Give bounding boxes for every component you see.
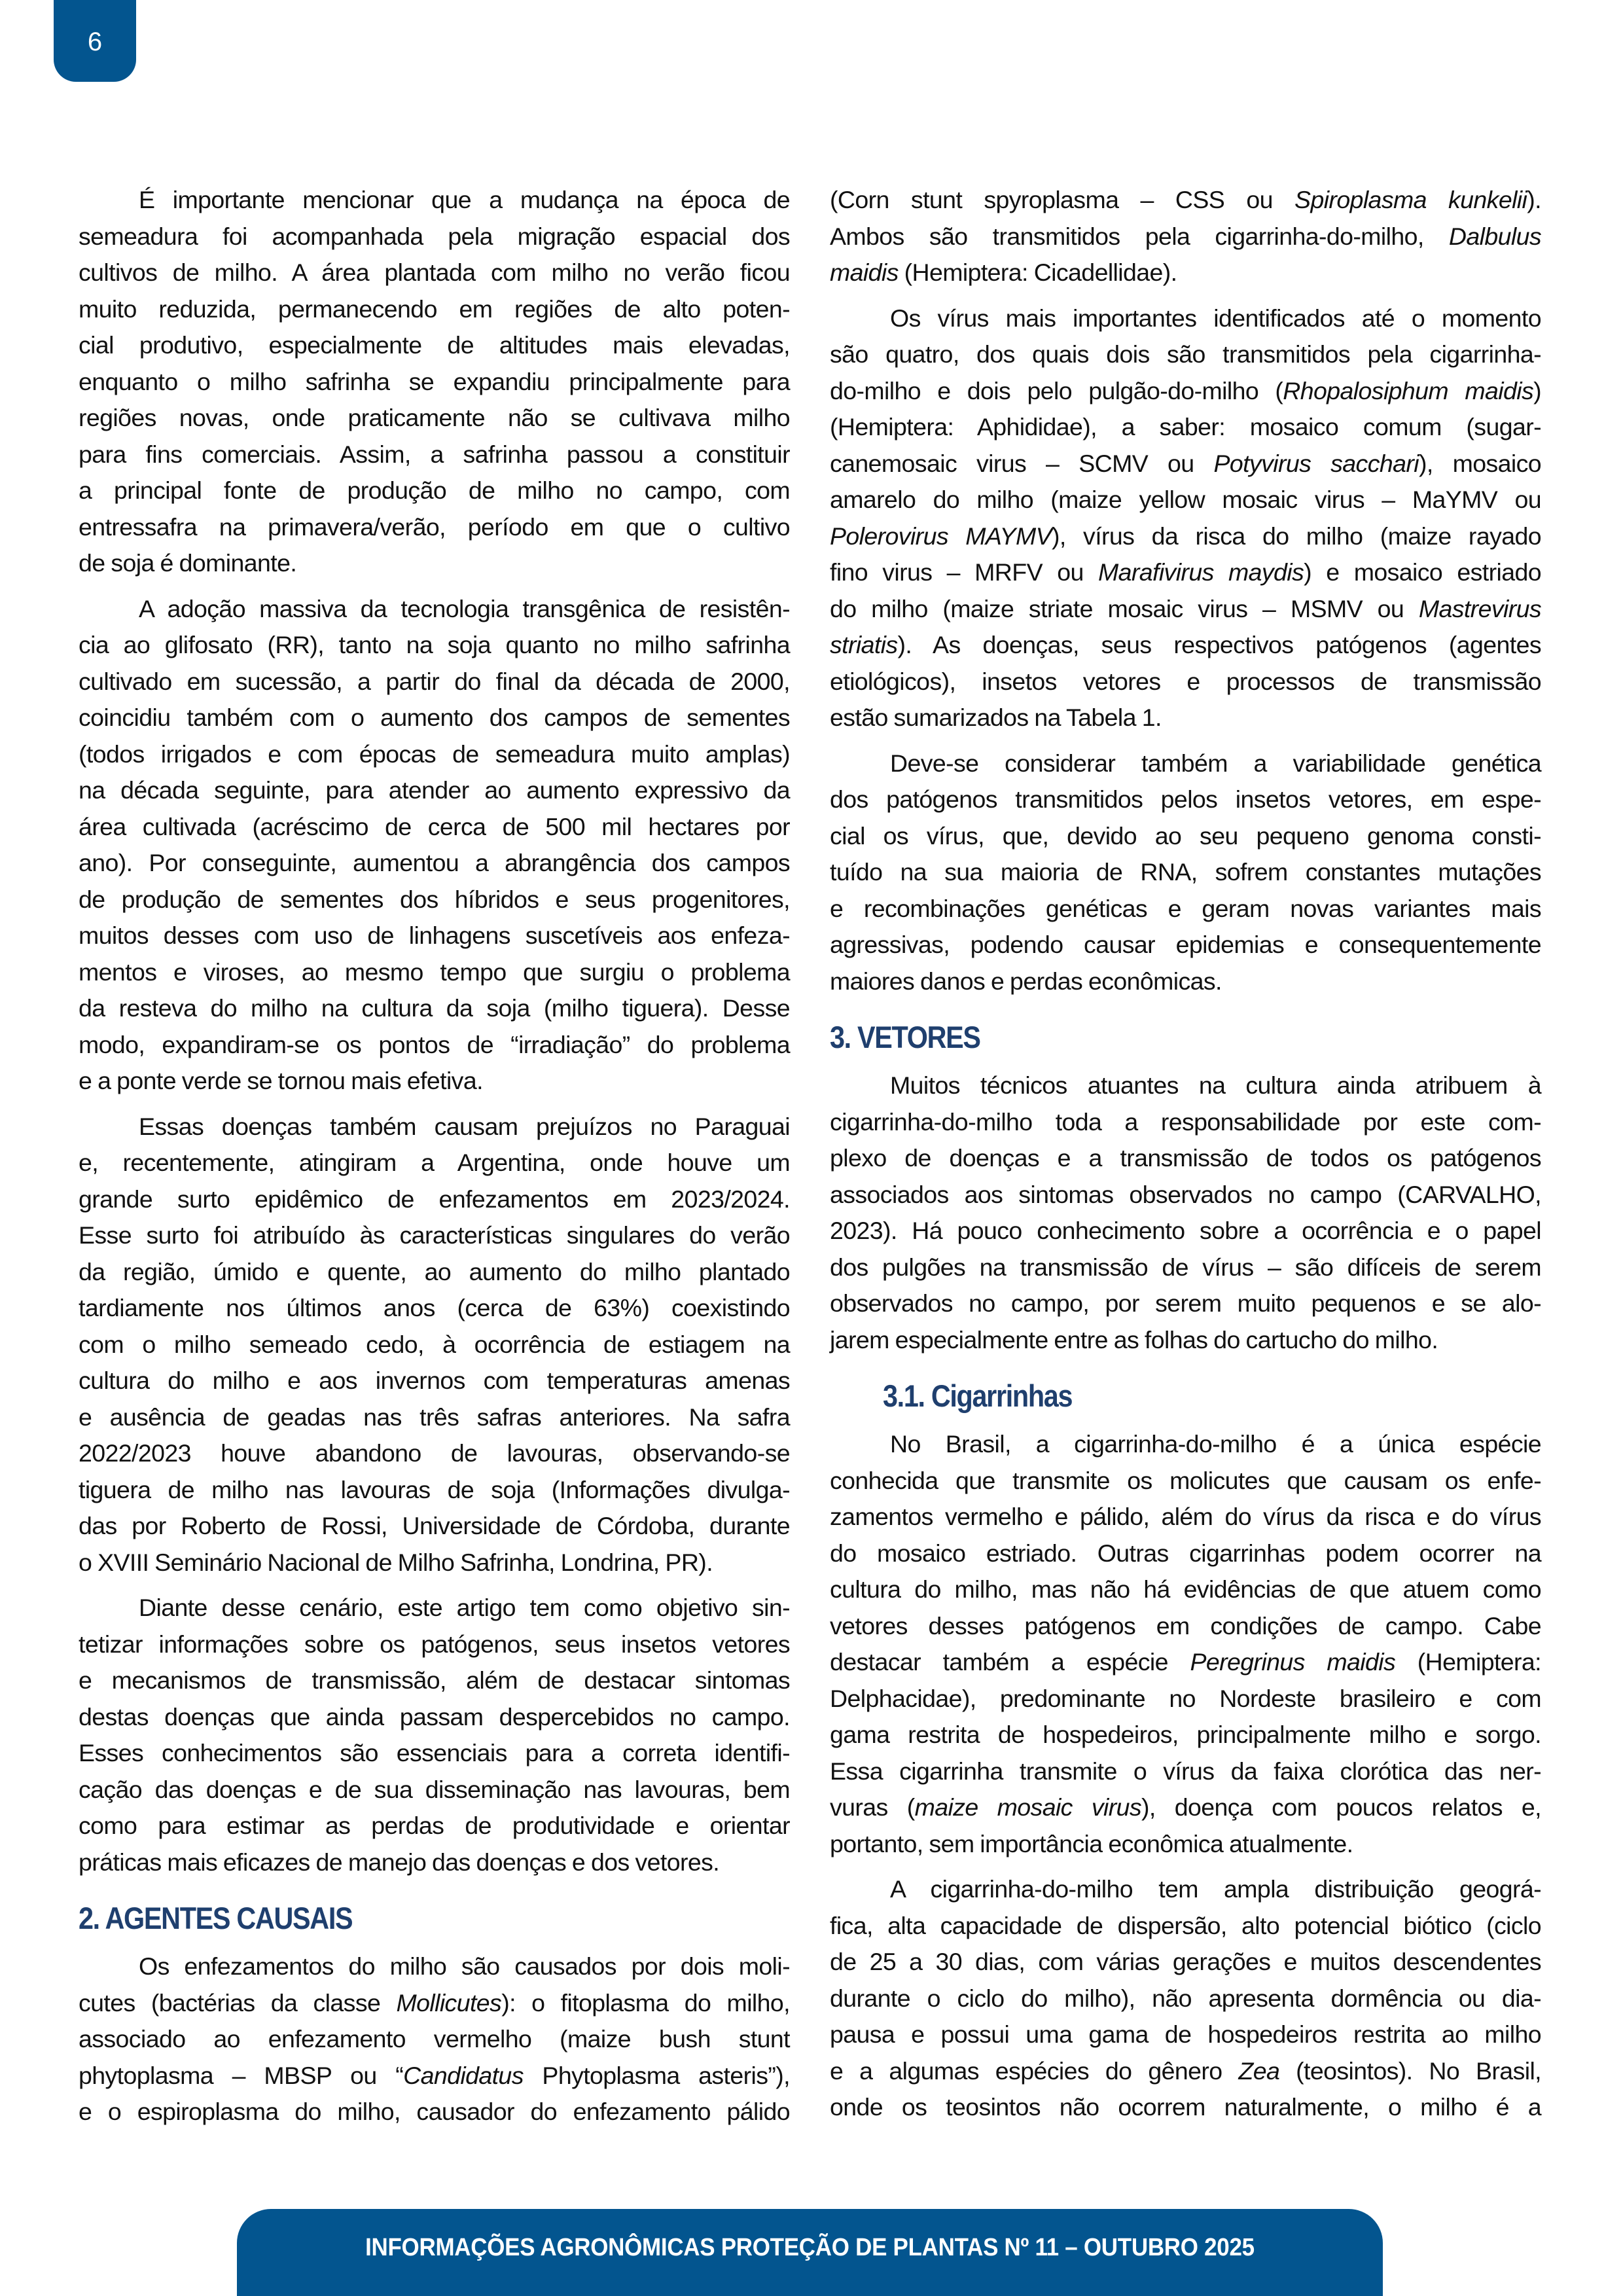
italic-term: maize mosaic virus [914,1793,1142,1821]
text-line: com o milho semeado cedo, à ocorrência de estiagem na [79,1330,790,1358]
paragraph [79,1109,790,1581]
text-line: A adoção massiva da tecnologia transgênica de resistên- [139,594,790,622]
text-line: gama restrita de hospedeiros, principalmente milho e sorgo. [830,1721,1541,1748]
text-line: do milho (maize striate mosaic virus – MSMV ou Mastrevirus [830,594,1541,622]
text-line: striatis). As doenças, seus respectivos patógenos (agentes [830,631,1541,658]
text-line: ano). Por conseguinte, aumentou a abrangência dos campos [79,849,790,876]
text-line: É importante mencionar que a mudança na época de [139,186,790,213]
italic-term: Mastrevirus [1418,594,1541,622]
text-line: a principal fonte de produção de milho no campo, com [79,476,790,504]
text-line: de soja é dominante. [79,549,297,577]
subsection-heading-cigarrinhas: 3.1. Cigarrinhas [882,1378,1073,1413]
text-line: muito reduzida, permanecendo em regiões de alto poten- [79,295,790,323]
text-line: de 25 a 30 dias, com várias gerações e muitos descendentes [830,1948,1541,1975]
left-column [79,182,790,2140]
text-line: vetores desses patógenos em condições de campo. Cabe [830,1611,1541,1640]
section-heading-agentes-causais: 2. AGENTES CAUSAIS [79,1901,353,1935]
text-line: coincidiu também com o aumento dos campos de sementes [79,704,790,731]
text-line: observados no campo, por serem muito pequenos e se alo- [830,1289,1541,1317]
text-line: destas doenças que ainda passam despercebidos no campo. [79,1702,790,1731]
text-line: e a algumas espécies do gênero Zea (teosintos). No Brasil, [830,2056,1541,2085]
text-line: para fins comerciais. Assim, a safrinha passou a constituir [79,440,790,468]
text-line: práticas mais eficazes de manejo das doenças e dos vetores. [79,1848,720,1876]
footer-publication-title: INFORMAÇÕES AGRONÔMICAS PROTEÇÃO DE PLANTAS Nº 11 – OUTUBRO 2025 [365,2234,1255,2261]
text-line: cultura do milho e aos invernos com temperaturas amenas [79,1367,790,1394]
text-line: etiológicos), insetos vetores e processos de transmissão [830,667,1541,695]
text-line: na década seguinte, para atender ao aumento expressivo da [79,776,790,804]
text-line: Polerovirus MAYMV), vírus da risca do milho (maize rayado [830,522,1541,550]
text-line: phytoplasma – MBSP ou “Candidatus Phytoplasma asteris”), [79,2061,790,2089]
text-line: onde os teosintos não ocorrem naturalmente, o milho é a [830,2093,1541,2121]
paragraph [830,1067,1541,1358]
text-line: o XVIII Seminário Nacional de Milho Safrinha, Londrina, PR). [79,1548,713,1576]
text-line: e o espiroplasma do milho, causador do enfezamento pálido [79,2098,790,2125]
text-line: 2022/2023 houve abandono de lavouras, observando-se [79,1439,790,1467]
text-line: dos pulgões na transmissão de vírus – são difíceis de serem [830,1253,1541,1281]
paragraph [830,182,1541,291]
italic-term: maidis [830,259,899,286]
footer-banner [237,2209,1383,2296]
paragraph [830,1871,1541,2126]
text-line: entressafra na primavera/verão, período em que o cultivo [79,512,790,541]
text-line: cial produtivo, especialmente de altitudes mais elevadas, [79,331,790,359]
text-line: cultivado em sucessão, a partir do final da década de 2000, [79,667,790,695]
text-line: tetizar informações sobre os patógenos, seus insetos vetores [79,1630,790,1658]
text-line: Diante desse cenário, este artigo tem como objetivo sin- [139,1594,790,1621]
text-line: grande surto epidêmico de enfezamentos em 2023/2024. [79,1185,790,1213]
text-line: conhecida que transmite os molicutes que causam os enfe- [830,1466,1541,1494]
text-line: Essas doenças também causam prejuízos no Paraguai [139,1112,790,1140]
text-line: vuras (maize mosaic virus), doença com poucos relatos e, [830,1793,1541,1821]
paragraph [79,591,790,1100]
right-column [830,182,1541,2135]
text-line: 2023). Há pouco conhecimento sobre a ocorrência e o papel [830,1217,1541,1244]
paragraph [830,745,1541,1000]
text-line: cultura do milho, mas não há evidências de que atuem como [830,1575,1541,1603]
page-number: 6 [87,27,103,56]
text-line: Muitos técnicos atuantes na cultura ainda atribuem à [890,1071,1541,1099]
text-line: Deve-se considerar também a variabilidade genética [890,749,1541,777]
text-line: e mecanismos de transmissão, além de destacar sintomas [79,1666,790,1694]
text-line: como para estimar as perdas de produtividade e orientar [79,1812,790,1839]
text-line: Os vírus mais importantes identificados até o momento [890,304,1541,332]
paragraph [79,182,790,582]
text-line: (todos irrigados e com épocas de semeadura muito amplas) [79,740,790,768]
text-line: estão sumarizados na Tabela 1. [830,704,1162,731]
text-line: do-milho e dois pelo pulgão-do-milho (Rhopalosiphum maidis) [830,376,1541,404]
paragraph [830,1426,1541,1862]
text-line: Ambos são transmitidos pela cigarrinha-do-milho, Dalbulus [830,222,1541,250]
text-line: Os enfezamentos do milho são causados por dois moli- [139,1952,790,1980]
text-line: semeadura foi acompanhada pela migração espacial dos [79,222,790,250]
text-line: jarem especialmente entre as folhas do cartucho do milho. [830,1325,1438,1354]
text-line: cultivos de milho. A área plantada com milho no verão ficou [79,259,790,286]
italic-term: striatis [830,631,898,658]
text-line: das por Roberto de Rossi, Universidade de Córdoba, durante [79,1512,790,1539]
text-line: associados aos sintomas observados no campo (CARVALHO, [830,1180,1541,1208]
italic-term: Candidatus [403,2061,524,2089]
text-line: (Hemiptera: Aphididae), a saber: mosaico comum (sugar- [830,413,1541,440]
text-line: Esses conhecimentos são essenciais para a correta identifi- [79,1739,790,1767]
text-line: e a ponte verde se tornou mais efetiva. [79,1067,483,1094]
text-line: da resteva do milho na cultura da soja (milho tiguera). Desse [79,994,790,1022]
text-line: tardiamente nos últimos anos (cerca de 63%) coexistindo [79,1294,790,1321]
text-line: Esse surto foi atribuído às características singulares do verão [79,1221,790,1249]
text-line: modo, expandiram-se os pontos de “irradiação” do problema [79,1030,790,1058]
text-line: enquanto o milho safrinha se expandiu principalmente para [79,367,790,395]
text-line: zamentos vermelho e pálido, além do vírus da risca e do vírus [830,1503,1541,1530]
text-line: mentos e viroses, ao mesmo tempo que surgiu o problema [79,958,790,986]
text-line: tiguera de milho nas lavouras de soja (Informações divulga- [79,1475,790,1503]
text-line: pausa e possui uma gama de hospedeiros restrita ao milho [830,2020,1541,2048]
text-line: cial os vírus, que, devido ao seu pequeno genoma consti- [830,821,1541,850]
italic-term: Potyvirus sacchari [1213,449,1419,477]
text-line: e ausência de geadas nas três safras anteriores. Na safra [79,1403,790,1431]
italic-term: Polerovirus MAYMV [830,522,1052,550]
text-line: amarelo do milho (maize yellow mosaic virus – MaYMV ou [830,486,1541,513]
text-line: Delphacidae), predominante no Nordeste brasileiro e com [830,1684,1541,1712]
text-line: cutes (bactérias da classe Mollicutes): o fitoplasma do milho, [79,1988,790,2017]
text-line: Essa cigarrinha transmite o vírus da faixa clorótica das ner- [830,1757,1541,1785]
text-line: (Corn stunt spyroplasma – CSS ou Spiroplasma kunkelii). [830,186,1541,213]
text-line: da região, úmido e quente, ao aumento do milho plantado [79,1257,790,1285]
text-line: cação das doenças e de sua disseminação nas lavouras, bem [79,1775,790,1803]
text-line: e, recentemente, atingiram a Argentina, onde houve um [79,1149,790,1176]
paragraph [79,1948,790,2130]
text-line: e recombinações genéticas e geram novas variantes mais [830,894,1541,922]
italic-term: Spiroplasma kunkelii [1294,186,1527,213]
text-line: tuído na sua maioria de RNA, sofrem constantes mutações [830,858,1541,886]
text-line: fica, alta capacidade de dispersão, alto potencial biótico (ciclo [830,1911,1541,1939]
text-line: maidis (Hemiptera: Cicadellidae). [830,259,1177,286]
text-line: são quatro, dos quais dois são transmitidos pela cigarrinha- [830,340,1541,368]
text-line: A cigarrinha-do-milho tem ampla distribuição geográ- [890,1875,1541,1903]
italic-term: Marafivirus maydis [1097,558,1304,586]
page-number-tab [54,0,136,82]
text-line: No Brasil, a cigarrinha-do-milho é a única espécie [890,1430,1541,1458]
italic-term: Zea [1238,2056,1280,2085]
text-line: fino virus – MRFV ou Marafivirus maydis) e mosaico estriado [830,558,1542,586]
text-line: cigarrinha-do-milho toda a responsabilidade por este com- [830,1107,1541,1136]
section-heading-vetores: 3. VETORES [830,1020,980,1054]
text-line: muitos desses com uso de linhagens suscetíveis aos enfeza- [79,922,790,949]
text-line: do mosaico estriado. Outras cigarrinhas podem ocorrer na [830,1539,1541,1567]
text-line: de produção de sementes dos híbridos e seus progenitores, [79,885,790,913]
italic-term: Rhopalosiphum maidis [1283,376,1534,404]
text-line: durante o ciclo do milho), não apresenta dormência ou dia- [830,1984,1541,2012]
text-line: agressivas, podendo causar epidemias e consequentemente [830,931,1541,958]
text-line: cia ao glifosato (RR), tanto na soja quanto no milho safrinha [79,631,790,658]
italic-term: Dalbulus [1448,222,1541,250]
text-line: destacar também a espécie Peregrinus maidis (Hemiptera: [830,1648,1542,1676]
text-line: regiões novas, onde praticamente não se cultivava milho [79,404,790,431]
text-line: maiores danos e perdas econômicas. [830,967,1222,995]
italic-term: Mollicutes [396,1988,502,2017]
paragraph [830,300,1541,736]
text-line: área cultivada (acréscimo de cerca de 500 mil hectares por [79,812,790,840]
paragraph [79,1590,790,1880]
text-line: canemosaic virus – SCMV ou Potyvirus sacchari), mosaico [830,449,1542,477]
italic-term: Peregrinus maidis [1190,1648,1396,1676]
text-line: associado ao enfezamento vermelho (maize bush stunt [79,2025,790,2053]
text-line: portanto, sem importância econômica atualmente. [830,1829,1353,1857]
text-line: plexo de doenças e a transmissão de todos os patógenos [830,1144,1541,1172]
text-line: dos patógenos transmitidos pelos insetos vetores, em espe- [830,785,1541,813]
